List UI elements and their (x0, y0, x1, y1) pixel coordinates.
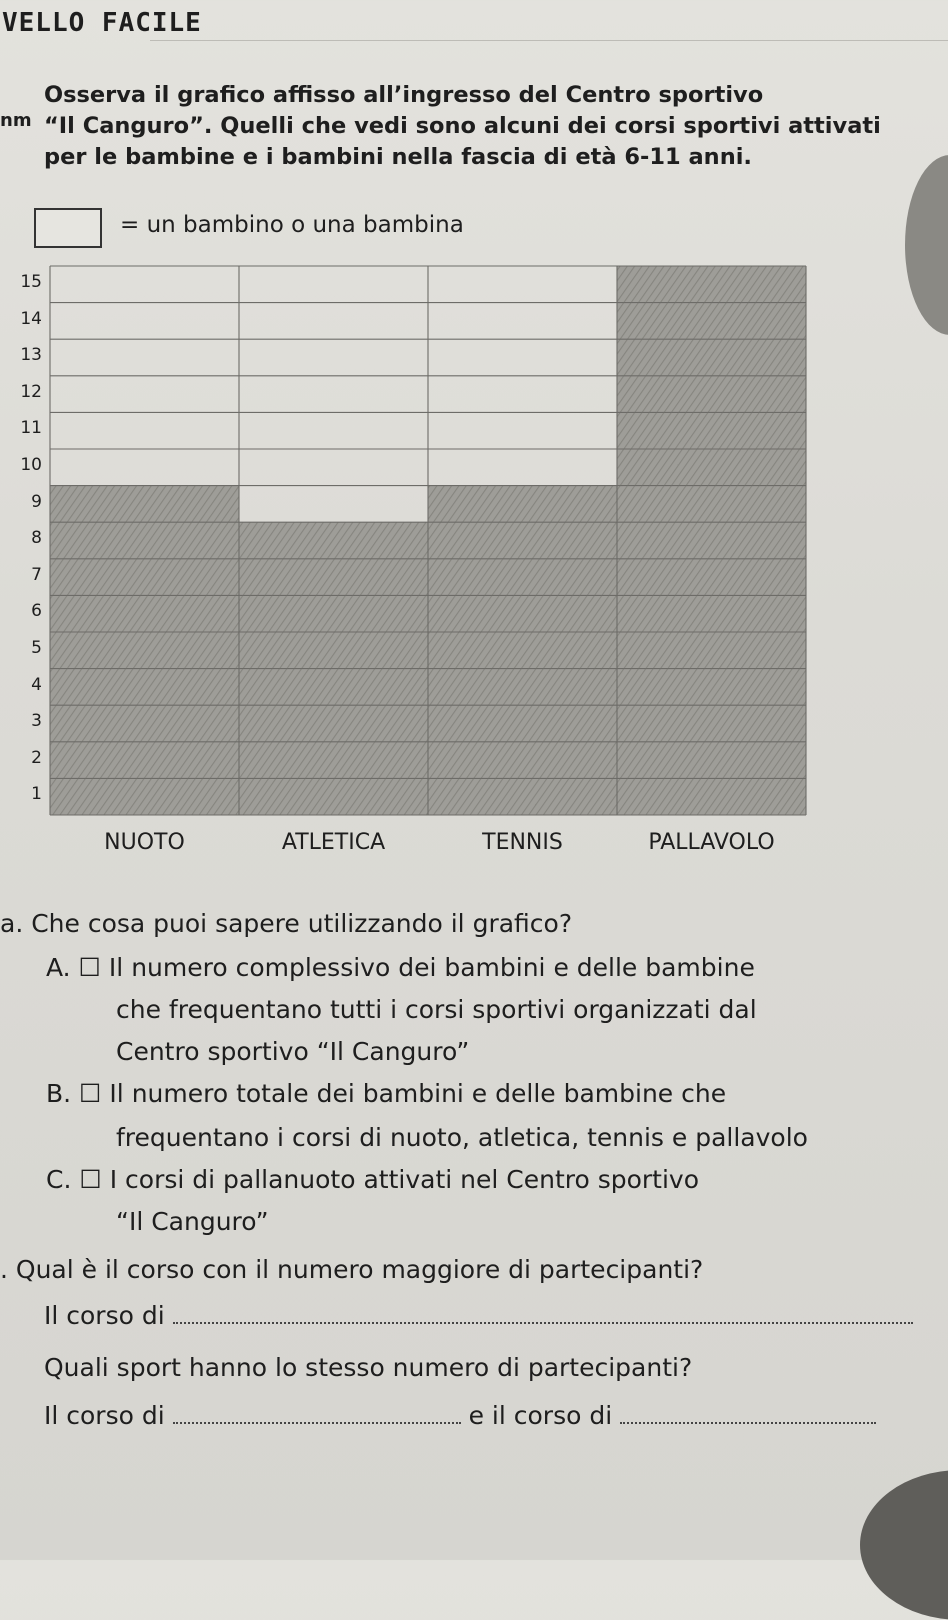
y-tick-label: 9 (31, 491, 42, 512)
y-tick-label: 12 (20, 381, 42, 402)
intro-line-2: “Il Canguro”. Quelli che vedi sono alcuni dei corsi sportivi attivati (44, 113, 881, 139)
x-tick-label: ATLETICA (281, 830, 386, 855)
answer-b-blank[interactable] (173, 1300, 913, 1324)
answer-c-blank-2[interactable] (620, 1400, 876, 1424)
option-b-line-2: frequentano i corsi di nuoto, atletica, tennis e pallavolo (116, 1123, 808, 1152)
level-label: VELLO FACILE (2, 8, 202, 38)
question-b-prompt: . Qual è il corso con il numero maggiore di partecipanti? (0, 1255, 704, 1284)
margin-mark: nm (0, 110, 32, 131)
answer-c-blank-1[interactable] (173, 1400, 461, 1424)
option-a-letter[interactable]: A. ☐ (46, 953, 101, 982)
x-tick-label: TENNIS (482, 830, 563, 855)
question-a-prompt: a. Che cosa puoi sapere utilizzando il grafico? (0, 909, 573, 938)
option-c[interactable] (46, 1160, 699, 1200)
option-b[interactable] (46, 1074, 726, 1114)
y-tick-label: 8 (31, 528, 42, 549)
y-tick-label: 4 (31, 674, 42, 695)
y-tick-label: 11 (20, 418, 42, 439)
y-tick-label: 14 (20, 308, 42, 329)
option-c-letter[interactable]: C. ☐ (46, 1165, 102, 1194)
option-b-letter[interactable]: B. ☐ (46, 1079, 102, 1108)
option-a[interactable] (46, 948, 755, 988)
y-tick-label: 10 (20, 455, 42, 475)
y-tick-label: 15 (20, 272, 42, 292)
option-c-line-1: I corsi di pallanuoto attivati nel Centro sportivo (109, 1165, 700, 1194)
bar-tennis (428, 486, 617, 815)
legend-text: = un bambino o una bambina (120, 212, 464, 238)
y-tick-label: 7 (31, 564, 42, 585)
question-c-answer (44, 1396, 876, 1436)
option-b-line-1: Il numero totale dei bambini e delle bambine che (109, 1079, 727, 1108)
intro-line-3: per le bambine e i bambini nella fascia di età 6-11 anni. (44, 144, 752, 170)
question-c-middle: e il corso di (468, 1401, 613, 1430)
question-c-prefix: Il corso di (44, 1401, 165, 1430)
question-c-prompt: Quali sport hanno lo stesso numero di partecipanti? (44, 1353, 693, 1382)
x-tick-label: NUOTO (104, 830, 185, 855)
y-tick-label: 5 (31, 638, 42, 658)
option-c-line-2: “Il Canguro” (116, 1207, 269, 1236)
x-tick-label: PALLAVOLO (648, 830, 775, 855)
bar-nuoto (50, 486, 239, 815)
question-b-answer (44, 1296, 913, 1336)
y-tick-label: 1 (31, 784, 42, 805)
y-tick-label: 13 (20, 345, 42, 366)
option-a-line-3: Centro sportivo “Il Canguro” (116, 1037, 470, 1066)
photo-edge-shadow (860, 1470, 948, 1620)
y-tick-label: 2 (31, 747, 42, 768)
bar-pallavolo (617, 266, 806, 815)
intro-line-1: Osserva il grafico affisso all’ingresso del Centro sportivo (44, 82, 764, 108)
option-a-line-2: che frequentano tutti i corsi sportivi organizzati dal (116, 995, 757, 1024)
option-a-line-1: Il numero complessivo dei bambini e delle bambine (108, 953, 755, 982)
y-tick-label: 3 (31, 711, 42, 732)
question-b-prefix: Il corso di (44, 1301, 165, 1330)
y-tick-label: 6 (31, 601, 42, 622)
